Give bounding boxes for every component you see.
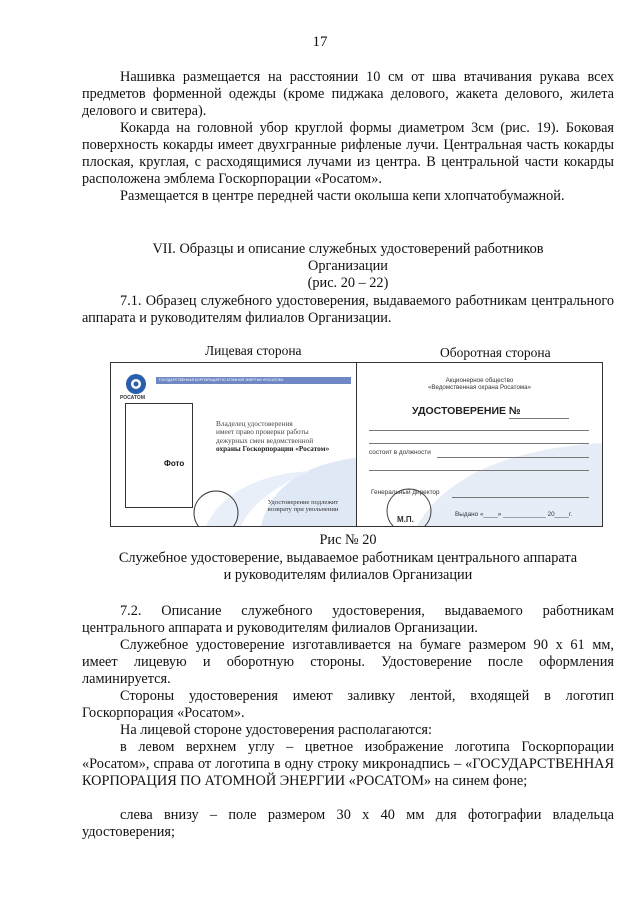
position-label: состоит в должности [369, 449, 431, 456]
holder-rights-text: Владелец удостоверения имеет право проверки работы дежурных смен ведомственной охраны Госкорпорации «Росатом» [216, 419, 330, 454]
paragraph-fill: Стороны удостоверения имеют заливку лентой, входящей в логотип Госкорпорация «Росатом». [82, 688, 614, 721]
figure-description-line2: и руководителям филиалов Организации [223, 567, 473, 583]
org-name: Акционерное общество «Ведомственная охрана Росатома» [427, 377, 532, 392]
paragraph-cockade: Кокарда на головной убор круглой формы диаметром 3см (рис. 19). Боковая поверхность кокарды имеет двухгранные рифленые лучи. Центральная часть кокарды плоская, круглая, с расходящимися лучами из центра. В центральной части кокарды расположена эмблема Госкорпорации «Росатом». [82, 120, 614, 187]
section-title-line1: VII. Образцы и описание служебных удостоверений работников [152, 241, 544, 257]
stamp-label: М.П. [397, 515, 414, 524]
label-front-side: Лицевая сторона [205, 343, 302, 358]
photo-label: Фото [164, 459, 185, 468]
paragraph-logo: в левом верхнем углу – цветное изображение логотипа Госкорпорации «Росатом», справа от логотипа в одну строку микронадпись – «ГОСУДАРСТВЕННАЯ КОРПОРАЦИЯ ПО АТОМНОЙ ЭНЕРГИИ «РОСАТОМ» на синем фоне; [82, 739, 614, 789]
paragraph-photo: слева внизу – поле размером 30 х 40 мм для фотографии владельца удостоверения; [82, 807, 614, 840]
paragraph-7-1: 7.1. Образец служебного удостоверения, выдаваемого работникам центрального аппарата и руководителям филиалов Организации. [82, 293, 614, 326]
id-card-front [110, 362, 357, 527]
director-label: Генеральный директор [371, 489, 440, 496]
section-title-line2: Организации [308, 258, 388, 274]
micro-text: ГОСУДАРСТВЕННАЯ КОРПОРАЦИЯ ПО АТОМНОЙ ЭНЕРГИИ «РОСАТОМ» [159, 378, 284, 382]
label-back-side: Оборотная сторона [440, 345, 551, 360]
return-notice: Удостоверение подлежит возврату при увольнении [267, 499, 339, 514]
paragraph-front-intro: На лицевой стороне удостоверения располагаются: [120, 722, 432, 738]
stamp-circle-back [357, 363, 602, 526]
id-title: УДОСТОВЕРЕНИЕ № [412, 405, 521, 417]
logo-text: РОСАТОМ [120, 395, 145, 401]
paragraph-cockade-placement: Размещается в центре передней части околыша кепи хлопчатобумажной. [120, 188, 565, 204]
figure-description-line1: Служебное удостоверение, выдаваемое работникам центрального аппарата [118, 550, 578, 566]
paragraph-7-2: 7.2. Описание служебного удостоверения, выдаваемого работникам центрального аппарата и руководителям филиалов Организации. [82, 603, 614, 636]
paragraph-patch-placement: Нашивка размещается на расстоянии 10 см от шва втачивания рукава всех предметов форменной одежды (кроме пиджака делового, жакета делового, жилета делового и свитера). [82, 69, 614, 119]
figure-caption: Рис № 20 [319, 532, 377, 548]
section-title-line3: (рис. 20 – 22) [307, 275, 389, 291]
paragraph-size: Служебное удостоверение изготавливается на бумаге размером 90 х 61 мм, имеет лицевую и оборотную стороны. Удостоверение после оформления ламинируется. [82, 637, 614, 687]
id-card-back [356, 362, 603, 527]
page-number: 17 [312, 34, 328, 50]
issued-label: Выдано «____» ____________ 20____г. [455, 511, 573, 518]
